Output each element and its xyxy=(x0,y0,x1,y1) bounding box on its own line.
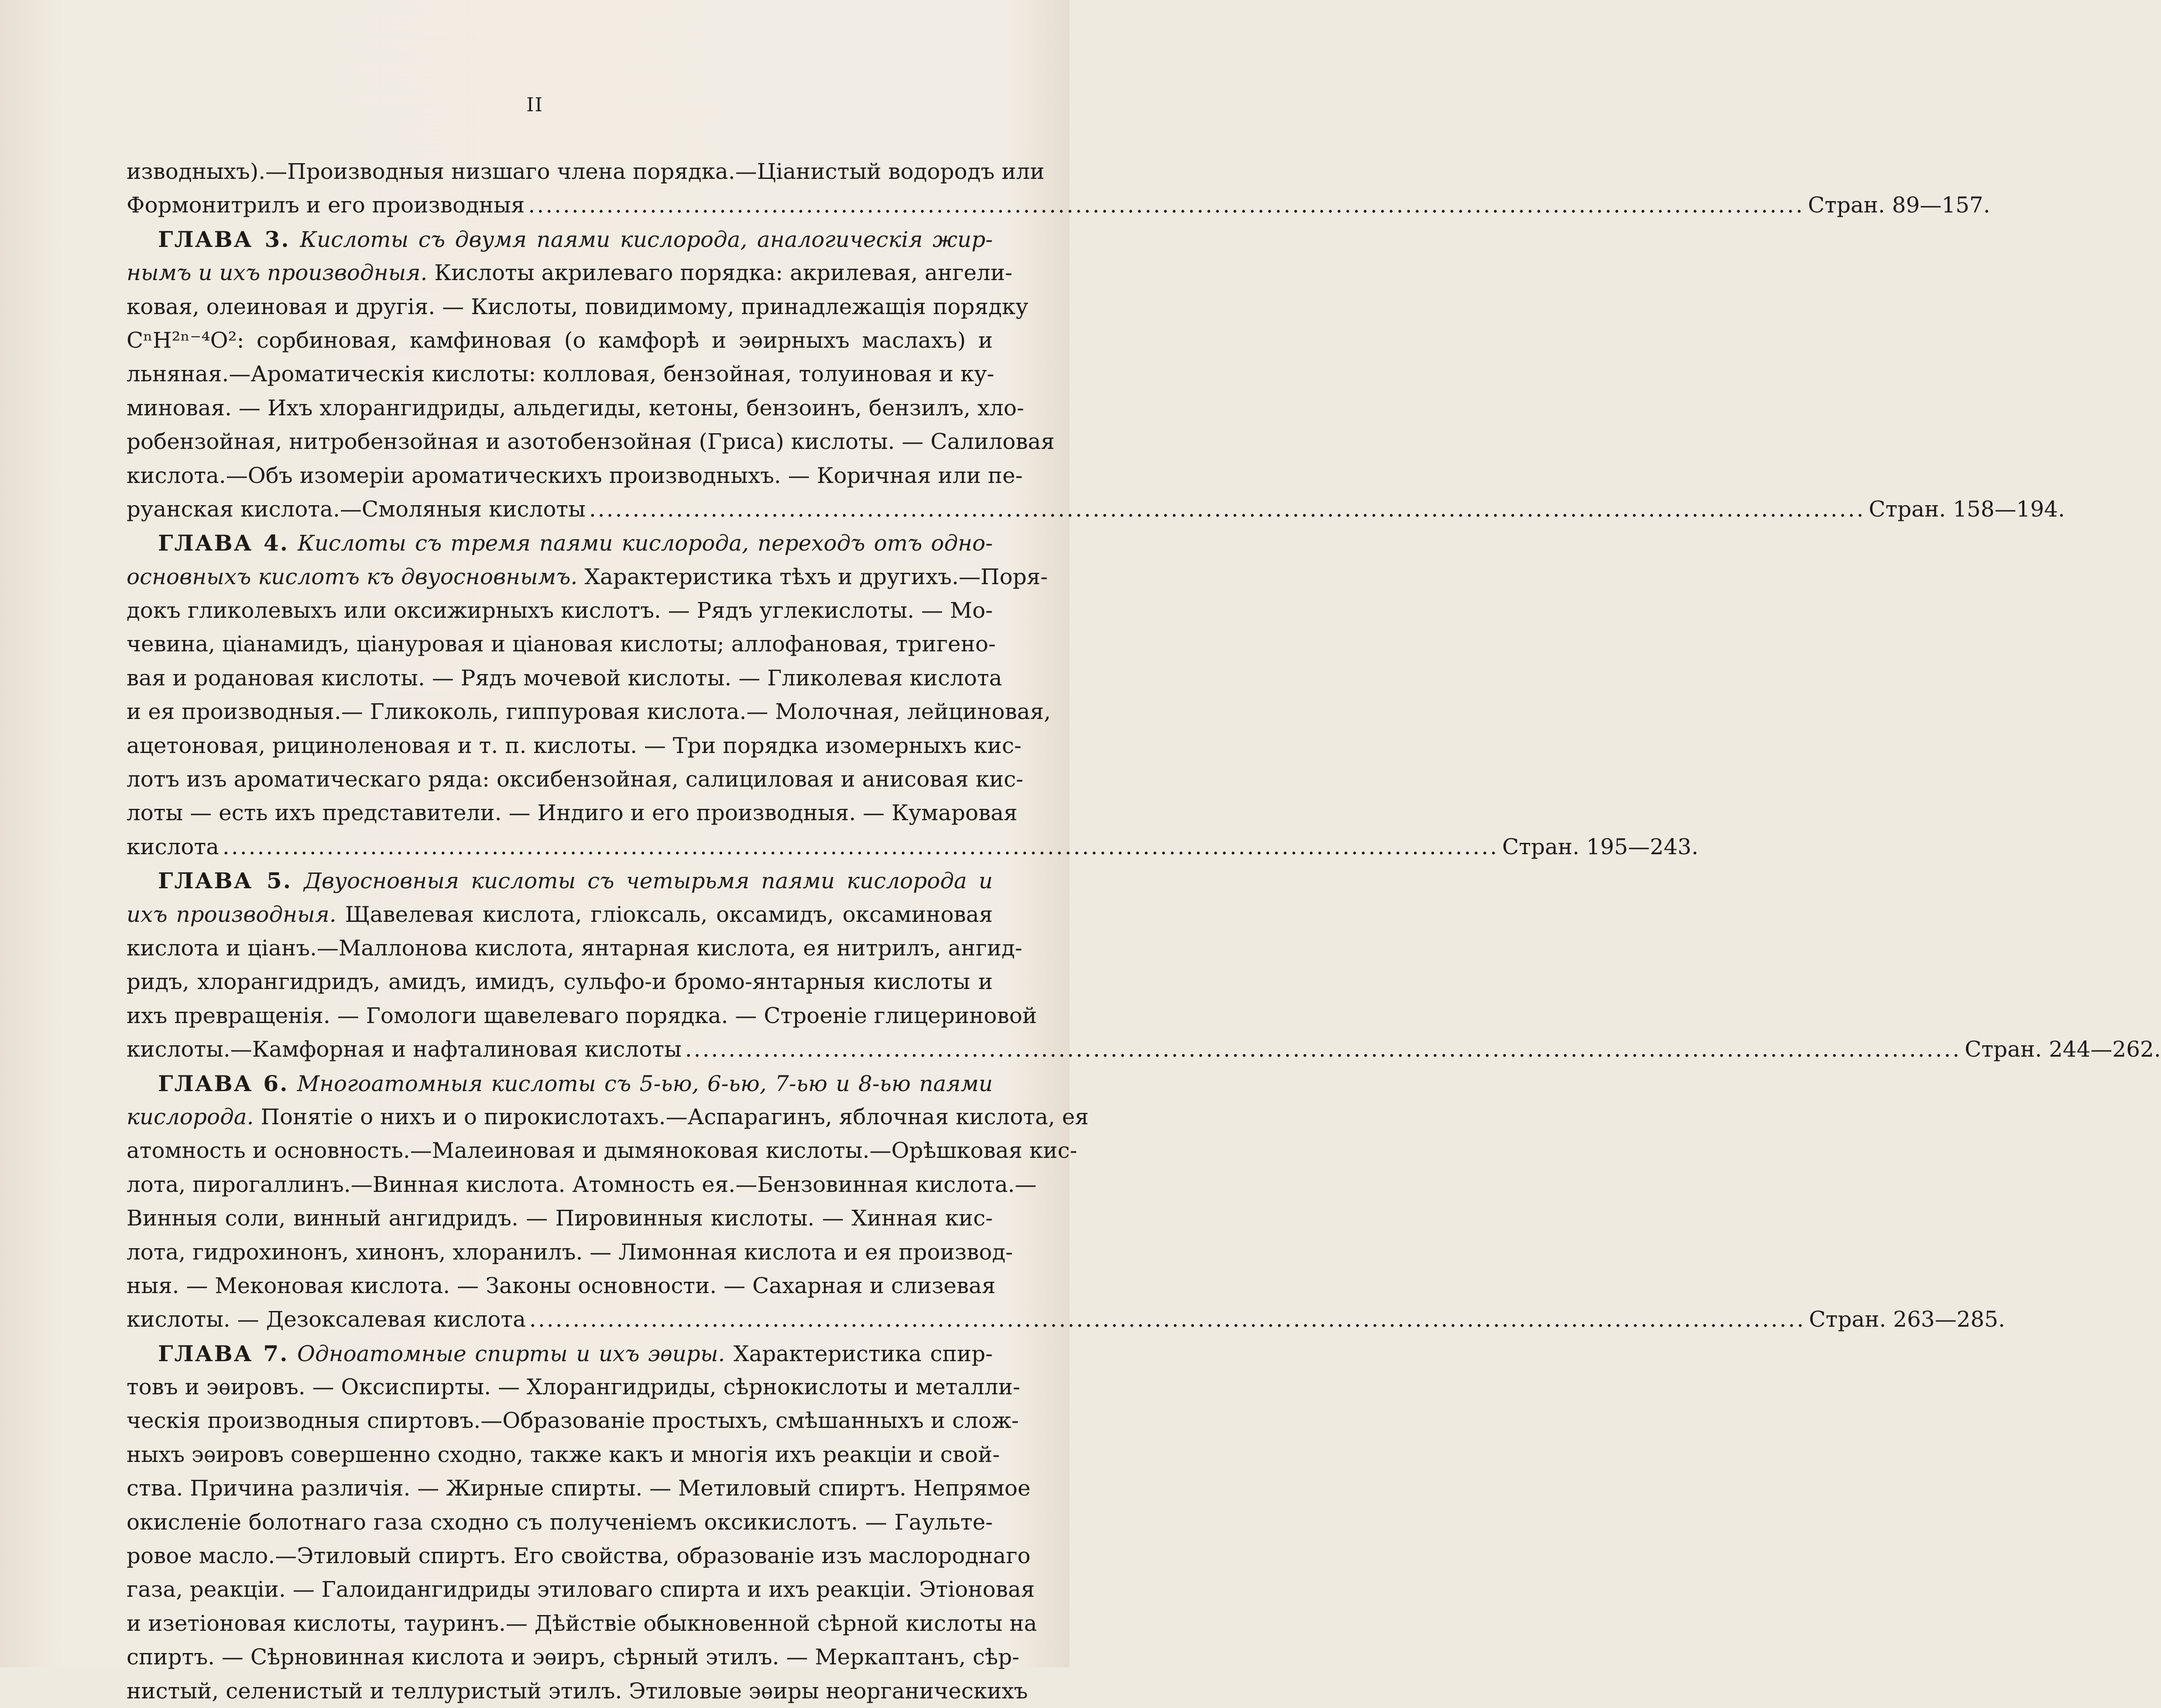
chapter-3-title-cont: нымъ и ихъ производныя. xyxy=(127,260,428,286)
text-span: Щавелевая кислота, гліоксаль, оксамидъ, оксаминовая xyxy=(345,901,993,927)
text-line-leader xyxy=(127,1303,2005,1336)
text-line: нистый, селенистый и теллуристый этилъ. Этиловые эѳиры неорганическихъ xyxy=(127,1678,1028,1704)
dot-leader xyxy=(525,188,1808,222)
dot-leader xyxy=(526,1303,1809,1336)
text-line: докъ гликолевыхъ или оксижирныхъ кислотъ. — Рядъ углекислоты. — Мо- xyxy=(127,598,993,623)
page-reference: Стран. 244—262. xyxy=(1965,1037,2161,1062)
chapter-6-heading: ГЛАВА 6. xyxy=(158,1070,289,1096)
text-line: кислота и ціанъ.—Маллонова кислота, янтарная кислота, ея нитрилъ, ангид- xyxy=(127,935,1022,961)
text-line: и изетіоновая кислоты, тауринъ.— Дѣйствіе обыкновенной сѣрной кислоты на xyxy=(127,1610,1037,1636)
text-line-leader xyxy=(127,830,1698,864)
chapter-7-heading-line xyxy=(127,1337,993,1370)
text-line: чевина, ціанамидъ, ціануровая и ціановая кислоты; аллофановая, тригено- xyxy=(127,631,996,657)
chapter-4-heading: ГЛАВА 4. xyxy=(158,530,289,556)
page-reference: Стран. 195—243. xyxy=(1502,834,1698,859)
text-span: Характеристика спир- xyxy=(733,1341,993,1366)
text-line: спиртъ. — Сѣрновинная кислота и эѳиръ, сѣрный этилъ. — Меркаптанъ, сѣр- xyxy=(127,1644,1019,1670)
text-line: CⁿH²ⁿ⁻⁴O²: сорбиновая, камфиновая (о камфорѣ и эѳирныхъ маслахъ) и xyxy=(127,327,993,353)
entry-text: кислоты.—Камфорная и нафталиновая кислоты xyxy=(127,1037,682,1062)
text-line: ковая, олеиновая и другія. — Кислоты, повидимому, принадлежащія порядку xyxy=(127,294,1029,319)
chapter-6-title: Многоатомныя кислоты съ 5-ью, 6-ью, 7-ью и 8-ью паями xyxy=(297,1071,993,1096)
text-line xyxy=(127,256,1012,290)
chapter-7-heading: ГЛАВА 7. xyxy=(158,1340,289,1366)
text-span: Характеристика тѣхъ и другихъ.—Поря- xyxy=(584,564,1048,589)
chapter-6-title-cont: кислорода. xyxy=(127,1104,254,1130)
text-line: и ея производныя.— Гликоколь, гиппуровая кислота.— Молочная, лейциновая, xyxy=(127,699,1051,725)
chapter-3-title: Кислоты съ двумя паями кислорода, аналогическія жир- xyxy=(300,226,993,252)
text-line: окисленіе болотнаго газа сходно съ полученіемъ оксикислотъ. — Гаульте- xyxy=(127,1509,993,1535)
contents-text xyxy=(127,155,2161,1708)
text-line: товъ и эѳировъ. — Оксиспирты. — Хлорангидриды, сѣрнокислоты и металли- xyxy=(127,1374,1020,1400)
text-line: ческія производныя спиртовъ.—Образованіе простыхъ, смѣшанныхъ и слож- xyxy=(127,1408,1019,1434)
text-line: кислота.—Объ изомеріи ароматическихъ производныхъ. — Коричная или пе- xyxy=(127,462,1023,488)
text-line: ныя. — Меконовая кислота. — Законы основности. — Сахарная и слизевая xyxy=(127,1273,996,1298)
text-line: миновая. — Ихъ хлорангидриды, альдегиды, кетоны, бензоинъ, бензилъ, хло- xyxy=(127,395,1024,421)
text-line: атомность и основность.—Малеиновая и дымяноковая кислоты.—Орѣшковая кис- xyxy=(127,1138,1077,1164)
text-line: лоты — есть ихъ представители. — Индиго и его производныя. — Кумаровая xyxy=(127,800,1018,826)
text-line xyxy=(127,1100,1089,1134)
text-line xyxy=(127,898,993,931)
text-line-leader xyxy=(127,493,2065,526)
chapter-7-title: Одноатомные спирты и ихъ эѳиры. xyxy=(297,1341,725,1366)
chapter-5-title: Двуосновныя кислоты съ четырьмя паями кислорода и xyxy=(304,868,993,894)
page-reference: Стран. 263—285. xyxy=(1809,1307,2005,1332)
text-line: ровое масло.—Этиловый спиртъ. Его свойства, образованіе изъ маслороднаго xyxy=(127,1543,1031,1569)
text-line: лота, гидрохинонъ, хинонъ, хлоранилъ. — Лимонная кислота и ея производ- xyxy=(127,1239,1013,1265)
text-line: ныхъ эѳировъ совершенно сходно, также какъ и многія ихъ реакціи и свой- xyxy=(127,1441,1000,1467)
chapter-5-heading-line xyxy=(127,864,993,897)
entry-text: руанская кислота.—Смоляныя кислоты xyxy=(127,496,586,522)
chapter-4-heading-line xyxy=(127,526,993,560)
text-line: лота, пирогаллинъ.—Винная кислота. Атомность ея.—Бензовинная кислота.— xyxy=(127,1171,1037,1197)
text-line xyxy=(127,560,1048,594)
text-line: изводныхъ).—Производныя низшаго члена порядка.—Ціанистый водородъ или xyxy=(127,159,1045,184)
text-line: Винныя соли, винный ангидридъ. — Пировинныя кислоты. — Хинная кис- xyxy=(127,1205,993,1231)
chapter-3-heading-line xyxy=(127,222,993,256)
text-line: ридъ, хлорангидридъ, амидъ, имидъ, сульфо-и бромо-янтарныя кислоты и xyxy=(127,969,993,995)
page-reference: Стран. 89—157. xyxy=(1808,192,1990,218)
chapter-3-heading: ГЛАВА 3. xyxy=(158,226,290,252)
dot-leader xyxy=(586,493,1869,526)
dot-leader xyxy=(682,1033,1965,1066)
chapter-5-title-cont: ихъ производныя. xyxy=(127,901,336,927)
text-line: льняная.—Ароматическія кислоты: колловая, бензойная, толуиновая и ку- xyxy=(127,361,995,387)
page-number: II xyxy=(526,94,543,116)
text-line: ацетоновая, рициноленовая и т. п. кислоты. — Три порядка изомерныхъ кис- xyxy=(127,732,1022,758)
text-line-leader xyxy=(127,188,1990,222)
entry-text: кислота xyxy=(127,834,219,859)
text-line: ства. Причина различія. — Жирные спирты. — Метиловый спиртъ. Непрямое xyxy=(127,1475,1031,1501)
text-line: ихъ превращенія. — Гомологи щавелеваго порядка. — Строеніе глицериновой xyxy=(127,1003,1037,1028)
text-line: робензойная, нитробензойная и азотобензойная (Гриса) кислоты. — Салиловая xyxy=(127,429,1055,455)
chapter-6-heading-line xyxy=(127,1067,993,1100)
text-line: вая и родановая кислоты. — Рядъ мочевой кислоты. — Гликолевая кислота xyxy=(127,665,1002,691)
chapter-5-heading: ГЛАВА 5. xyxy=(158,868,292,894)
dot-leader xyxy=(219,830,1502,864)
entry-text: кислоты. — Дезоксалевая кислота xyxy=(127,1307,526,1332)
text-line-leader xyxy=(127,1033,2161,1066)
entry-text: Формонитрилъ и его производныя xyxy=(127,192,525,218)
chapter-4-title-cont: основныхъ кислотъ къ двуосновнымъ. xyxy=(127,564,578,589)
text-span: Кислоты акрилеваго порядка: акрилевая, ангели- xyxy=(434,260,1012,286)
text-line: газа, реакціи. — Галоидангидриды этиловаго спирта и ихъ реакціи. Этіоновая xyxy=(127,1577,1035,1602)
chapter-4-title: Кислоты съ тремя паями кислорода, переходъ отъ одно- xyxy=(298,531,993,556)
text-span: Понятіе о нихъ и о пирокислотахъ.—Аспарагинъ, яблочная кислота, ея xyxy=(261,1104,1089,1130)
text-line: лотъ изъ ароматическаго ряда: оксибензойная, салициловая и анисовая кис- xyxy=(127,767,1024,792)
page-reference: Стран. 158—194. xyxy=(1869,496,2065,522)
